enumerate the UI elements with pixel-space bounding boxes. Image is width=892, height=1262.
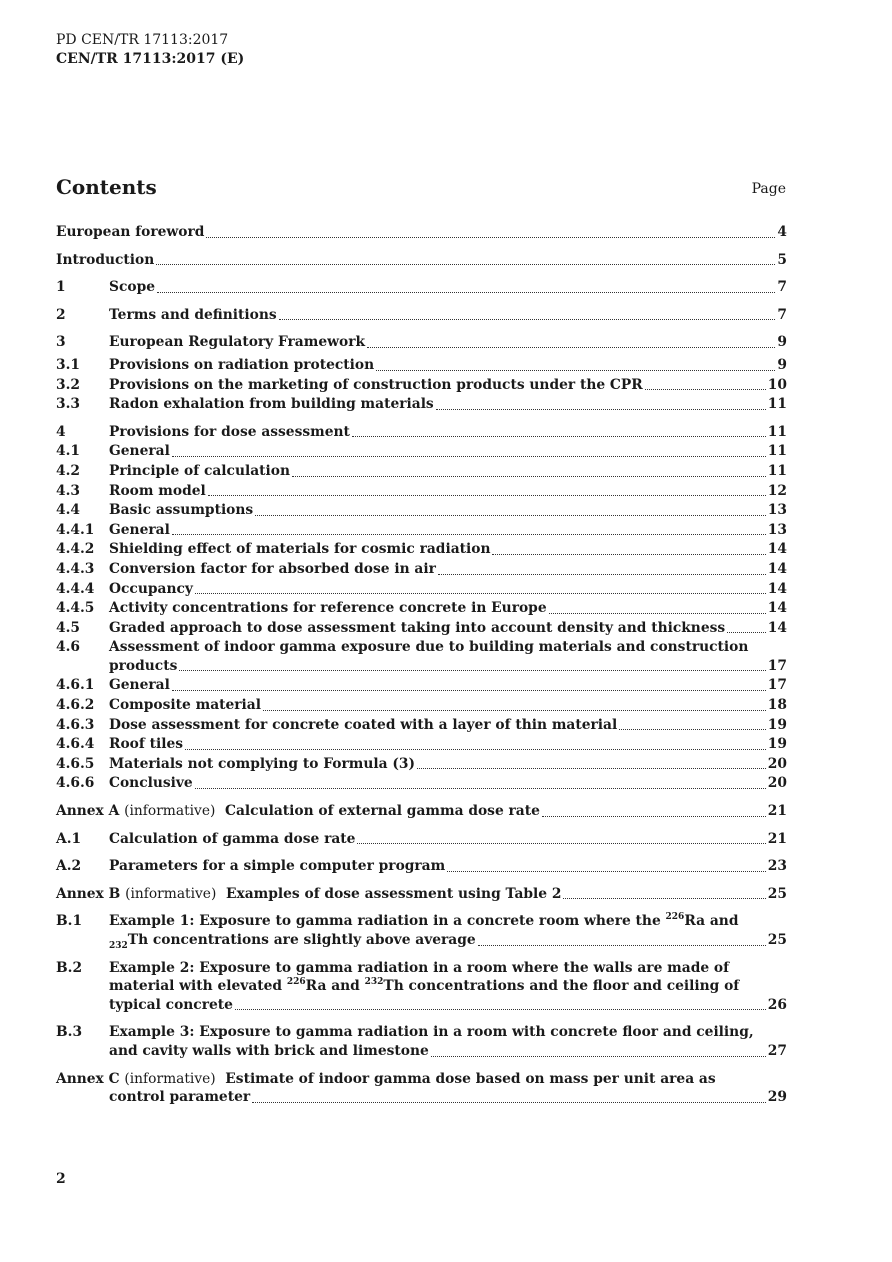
toc-entry-4-4-1-general[interactable]	[56, 521, 787, 540]
toc-entry-graded-approach[interactable]	[56, 619, 787, 638]
toc-entry-label: Provisions for dose assessment	[109, 423, 350, 440]
toc-entry-a-2[interactable]	[56, 857, 787, 876]
toc-entry-label: Examples of dose assessment using Table 2	[225, 885, 562, 902]
header-document-id-english: CEN/TR 17113:2017 (E)	[56, 51, 245, 67]
toc-entry-label: Roof tiles	[109, 736, 184, 753]
toc-page-number: 29	[767, 1089, 787, 1106]
toc-entry-terms-and-definitions[interactable]	[56, 306, 787, 325]
toc-entry-b-1[interactable]	[56, 912, 787, 949]
toc-entry-label-line1: Example 3: Exposure to gamma radiation in a room with concrete floor and ceiling,	[109, 1024, 754, 1041]
toc-entry-4-6-1-general[interactable]	[56, 676, 787, 695]
toc-clause-number: 4.6.4	[56, 736, 95, 753]
toc-clause-number: B.3	[56, 1024, 83, 1041]
toc-entry-provisions-marketing[interactable]	[56, 376, 787, 395]
toc-page-number: 17	[767, 657, 787, 674]
toc-page-number: 7	[777, 279, 787, 296]
toc-entry-room-model[interactable]	[56, 482, 787, 501]
toc-page-number: 14	[767, 619, 787, 636]
toc-clause-number: 4.4.3	[56, 560, 95, 577]
toc-page-number: 14	[767, 560, 787, 577]
toc-entry-4-1-general[interactable]	[56, 442, 787, 461]
toc-page-number: 26	[767, 996, 787, 1013]
toc-entry-label: General	[109, 521, 170, 538]
toc-entry-label: Provisions on radiation protection	[109, 356, 375, 373]
annex-informative-tag: (informative)	[124, 1070, 216, 1087]
toc-entry-label-line2: products	[109, 657, 178, 674]
toc-entry-label-line1: Example 1: Exposure to gamma radiation in a concrete room where the	[109, 913, 666, 930]
toc-clause-number: 4.6.6	[56, 775, 95, 792]
toc-entry-activity-concentrations[interactable]	[56, 599, 787, 618]
toc-clause-number: 4.5	[56, 619, 81, 636]
toc-clause-number: B.1	[56, 913, 83, 930]
toc-page-number: 10	[767, 376, 787, 393]
toc-page-number: 18	[767, 697, 787, 714]
toc-entry-introduction[interactable]	[56, 251, 787, 270]
toc-entry-label: Parameters for a simple computer program	[109, 858, 446, 875]
toc-entry-assessment-indoor-gamma[interactable]	[56, 638, 787, 675]
toc-clause-number: 4.4.5	[56, 600, 95, 617]
toc-entry-label: Conclusive	[109, 775, 193, 792]
toc-entry-shielding-effect[interactable]	[56, 540, 787, 559]
toc-page-number: 5	[777, 251, 787, 268]
toc-page-number: 9	[777, 334, 787, 351]
toc-entry-materials-not-complying[interactable]	[56, 755, 787, 774]
toc-page-number: 20	[767, 755, 787, 772]
toc-clause-number: 3.1	[56, 356, 81, 373]
toc-clause-number: 2	[56, 306, 66, 323]
annex-label: Annex C	[56, 1070, 120, 1087]
toc-entry-label: Materials not complying to Formula (3)	[109, 755, 416, 772]
toc-entry-label: European foreword	[56, 224, 205, 240]
toc-clause-number: B.2	[56, 959, 83, 976]
toc-entry-a-1[interactable]	[56, 830, 787, 849]
toc-entry-label: Radon exhalation from building materials	[109, 396, 434, 413]
toc-clause-number: 3.2	[56, 376, 81, 393]
toc-clause-number: 1	[56, 279, 66, 296]
toc-entry-label-line1: Assessment of indoor gamma exposure due to building materials and construction	[109, 639, 749, 656]
toc-entry-principle-of-calculation[interactable]	[56, 462, 787, 481]
toc-entry-concrete-coated[interactable]	[56, 716, 787, 735]
toc-entry-label: Dose assessment for concrete coated with a layer of thin material	[109, 716, 618, 733]
annex-informative-tag: (informative)	[124, 803, 216, 820]
toc-entry-label-line2: material with elevated	[109, 978, 287, 995]
toc-entry-label-line1: Estimate of indoor gamma dose based on mass per unit area as	[225, 1070, 716, 1087]
toc-entry-conversion-factor[interactable]	[56, 560, 787, 579]
toc-entry-european-regulatory-framework[interactable]	[56, 333, 787, 352]
toc-entry-annex-b[interactable]	[56, 885, 787, 904]
toc-entry-label: Scope	[109, 279, 155, 296]
toc-clause-number: 4.4	[56, 502, 81, 519]
toc-entry-label: General	[109, 677, 170, 694]
toc-entry-label-line2: Th concentrations are slightly above average	[127, 932, 476, 948]
toc-entry-label-line2-mid: Ra and	[305, 978, 365, 995]
toc-entry-label: Introduction	[56, 251, 155, 268]
toc-entry-label: Calculation of external gamma dose rate	[225, 803, 540, 820]
toc-clause-number: 3	[56, 334, 66, 351]
toc-entry-provisions-dose-assessment[interactable]	[56, 423, 787, 442]
toc-clause-number: 4.4.2	[56, 541, 95, 558]
toc-clause-number: 4.2	[56, 462, 81, 479]
toc-entry-label: Room model	[109, 482, 206, 499]
toc-entry-label: Composite material	[109, 697, 261, 714]
toc-entry-label: Principle of calculation	[109, 462, 291, 479]
toc-clause-number: 4.6.1	[56, 677, 95, 694]
toc-entry-label-line3: typical concrete	[109, 996, 233, 1013]
toc-entry-label: Occupancy	[109, 580, 193, 597]
toc-entry-label: Graded approach to dose assessment taking into account density and thickness	[109, 619, 726, 636]
toc-entry-label: European Regulatory Framework	[109, 334, 366, 351]
toc-page-number: 25	[767, 932, 787, 948]
toc-page-number: 12	[767, 482, 787, 499]
toc-page-number: 27	[767, 1042, 787, 1059]
toc-page-number: 14	[767, 541, 787, 558]
toc-entry-roof-tiles[interactable]	[56, 735, 787, 754]
toc-entry-label-line2-end: Th concentrations and the floor and ceiling of	[383, 978, 740, 995]
toc-entry-label-line1: Example 2: Exposure to gamma radiation in a room where the walls are made of	[109, 959, 730, 976]
toc-page-number: 11	[767, 396, 787, 413]
toc-entry-annex-c[interactable]	[56, 1070, 787, 1107]
toc-entry-label: Conversion factor for absorbed dose in air	[109, 560, 436, 577]
toc-clause-number: 4.4.4	[56, 580, 95, 597]
toc-page-number: 23	[767, 858, 787, 875]
toc-entry-conclusive[interactable]	[56, 774, 787, 793]
toc-entry-label: Shielding effect of materials for cosmic radiation	[109, 541, 491, 558]
header-document-id: PD CEN/TR 17113:2017	[56, 32, 229, 48]
toc-entry-label: General	[109, 443, 170, 460]
toc-page-number: 4	[777, 224, 787, 240]
toc-clause-number: 4.6	[56, 639, 81, 656]
toc-clause-number: 3.3	[56, 396, 81, 413]
toc-page-number: 7	[777, 306, 787, 323]
toc-page-number: 11	[767, 462, 787, 479]
toc-entry-label: Calculation of gamma dose rate	[109, 830, 356, 847]
toc-page-number: 13	[767, 502, 787, 519]
toc-clause-number: A.2	[56, 858, 82, 875]
toc-entry-occupancy[interactable]	[56, 580, 787, 599]
toc-entry-label: Activity concentrations for reference concrete in Europe	[109, 600, 547, 617]
annex-label: Annex A	[56, 803, 120, 820]
toc-entry-label-line1-end: Ra and	[684, 913, 739, 930]
isotope-mass-number: 232	[109, 940, 128, 951]
toc-entry-provisions-radiation-protection[interactable]	[56, 356, 787, 375]
toc-entry-annex-a[interactable]	[56, 802, 787, 821]
table-of-contents	[56, 223, 787, 1111]
toc-entry-scope[interactable]	[56, 278, 787, 297]
toc-entry-basic-assumptions[interactable]	[56, 501, 787, 520]
toc-page-number: 21	[767, 803, 787, 820]
isotope-mass-number: 226	[665, 912, 685, 923]
toc-entry-composite-material[interactable]	[56, 696, 787, 715]
toc-entry-european-foreword[interactable]	[56, 223, 787, 242]
toc-clause-number: 4.4.1	[56, 521, 95, 538]
toc-entry-label-line2: and cavity walls with brick and limestone	[109, 1042, 429, 1059]
toc-clause-number: 4.6.5	[56, 755, 95, 772]
toc-page-number: 20	[767, 775, 787, 792]
toc-page-number: 11	[767, 423, 787, 440]
contents-title: Contents	[56, 175, 157, 199]
toc-page-number: 14	[767, 600, 787, 617]
annex-label: Annex B	[56, 885, 121, 902]
toc-page-number: 19	[767, 736, 787, 753]
toc-clause-number: 4.3	[56, 482, 81, 499]
toc-clause-number: A.1	[56, 830, 82, 847]
toc-entry-label: Provisions on the marketing of construction products under the CPR	[109, 376, 643, 393]
toc-page-number: 11	[767, 443, 787, 460]
toc-entry-label-line2: control parameter	[109, 1089, 251, 1106]
toc-clause-number: 4	[56, 423, 66, 440]
annex-informative-tag: (informative)	[125, 885, 217, 902]
toc-entry-label: Terms and definitions	[109, 306, 277, 323]
isotope-mass-number: 232	[364, 977, 384, 988]
toc-entry-label: Basic assumptions	[109, 502, 254, 519]
isotope-mass-number: 226	[286, 977, 306, 988]
page-number-footer: 2	[56, 1171, 66, 1187]
toc-clause-number: 4.1	[56, 443, 81, 460]
toc-entry-b-2[interactable]	[56, 959, 787, 1015]
toc-clause-number: 4.6.3	[56, 716, 95, 733]
toc-clause-number: 4.6.2	[56, 697, 95, 714]
toc-page-number: 13	[767, 521, 787, 538]
toc-page-number: 14	[767, 580, 787, 597]
toc-page-number: 9	[777, 356, 787, 373]
toc-page-number: 21	[767, 830, 787, 847]
toc-entry-radon-exhalation[interactable]	[56, 395, 787, 414]
page-column-label: Page	[751, 181, 786, 197]
toc-entry-b-3[interactable]	[56, 1023, 787, 1060]
toc-page-number: 19	[767, 716, 787, 733]
toc-page-number: 25	[767, 885, 787, 902]
toc-page-number: 17	[767, 677, 787, 694]
